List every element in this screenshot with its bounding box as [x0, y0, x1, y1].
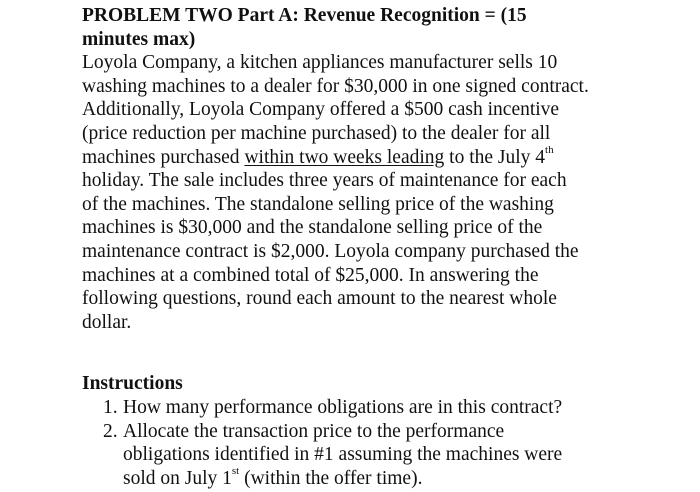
body-line: Loyola Company, a kitchen appliances manufacturer sells 10: [82, 52, 558, 74]
body-line: of the machines. The standalone selling price of the washing: [82, 193, 554, 215]
body-line: (price reduction per machine purchased) to the dealer for all: [82, 122, 551, 144]
instruction-line: [123, 467, 692, 491]
body-line: Additionally, Loyola Company offered a $500 cash incentive: [82, 99, 560, 121]
instruction-item: [82, 396, 692, 420]
instructions-list: [82, 396, 692, 490]
body-line: maintenance contract is $2,000. Loyola company purchased the: [82, 240, 579, 262]
body-line: dollar.: [82, 311, 132, 333]
instructions-heading: Instructions: [82, 373, 183, 395]
instruction-text: sold on July 1: [123, 467, 232, 489]
ordinal-suffix: st: [231, 465, 240, 478]
body-line: machines is $30,000 and the standalone selling price of the: [82, 217, 543, 239]
underlined-phrase: within two weeks leading: [244, 146, 445, 168]
instruction-text: (within the offer time).: [239, 467, 423, 489]
body-line: washing machines to a dealer for $30,000 in one signed contract.: [82, 75, 589, 97]
body-line: machines at a combined total of $25,000. In answering the: [82, 264, 539, 286]
instruction-number: 2.: [103, 420, 118, 442]
problem-title: [82, 4, 692, 51]
body-line: [82, 146, 692, 170]
instruction-number: 1.: [103, 396, 118, 418]
ordinal-suffix: th: [545, 144, 554, 157]
instruction-line: Allocate the transaction price to the performance: [123, 420, 505, 442]
body-text: to the July 4: [444, 146, 546, 168]
body-text: machines purchased: [82, 146, 245, 168]
problem-title-line: minutes max): [82, 28, 196, 50]
instruction-item: [82, 420, 692, 491]
instruction-line: How many performance obligations are in this contract?: [123, 396, 563, 418]
problem-body: [82, 51, 692, 334]
body-line: following questions, round each amount to the nearest whole: [82, 288, 557, 310]
instruction-line: obligations identified in #1 assuming the machines were: [123, 444, 563, 466]
problem-text: [82, 4, 692, 490]
problem-title-line: PROBLEM TWO Part A: Revenue Recognition = (15: [82, 5, 527, 26]
body-line: holiday. The sale includes three years of maintenance for each: [82, 170, 567, 192]
